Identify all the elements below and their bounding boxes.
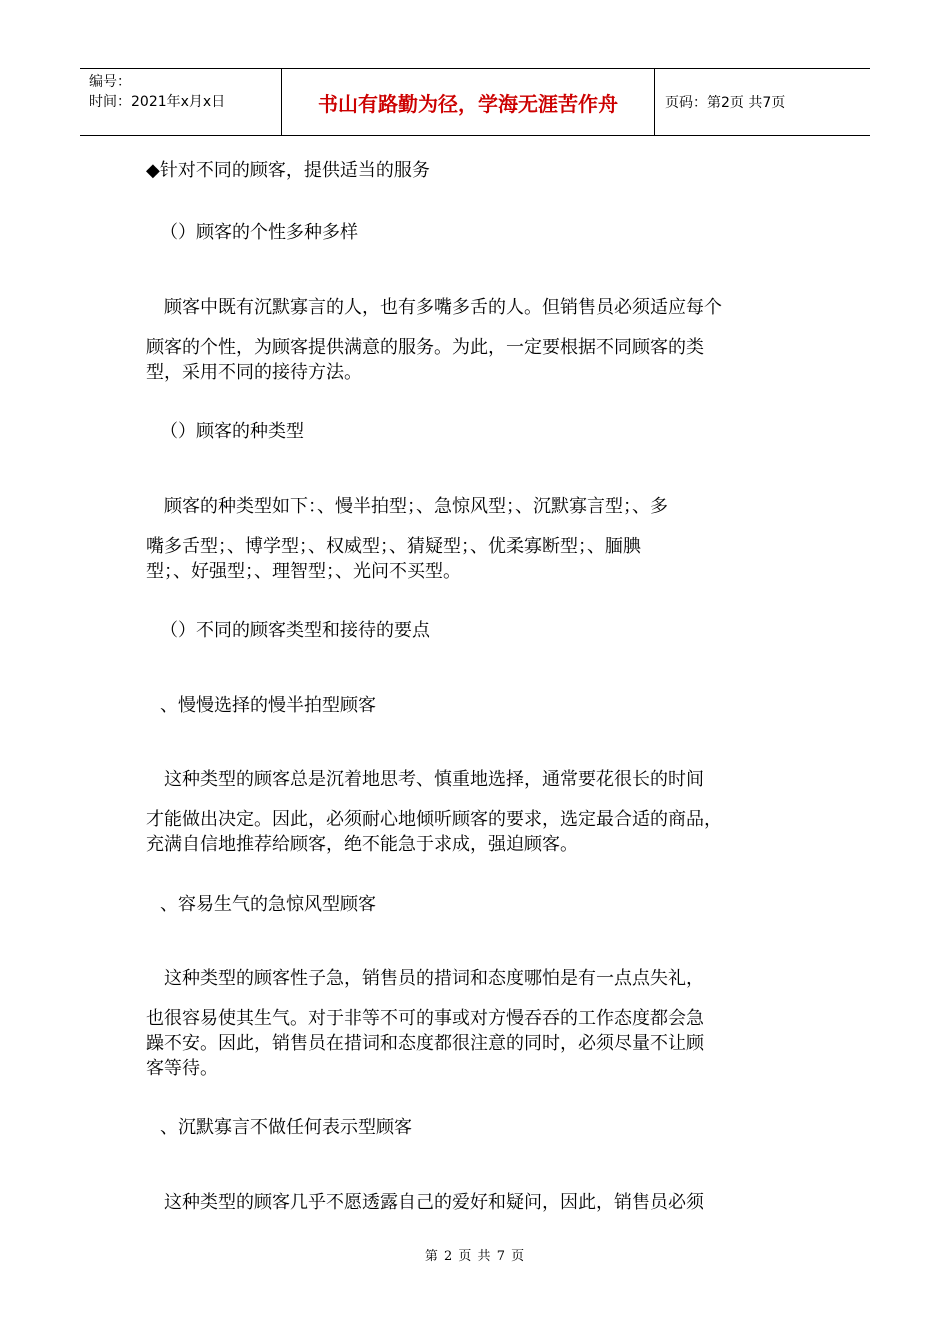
paragraph-line: 客等待。 [146,1058,218,1079]
subheading: （）顾客的种类型 [160,421,304,442]
paragraph-line: 嘴多舌型；、博学型；、权威型；、猜疑型；、优柔寡断型；、腼腆 [146,536,641,557]
header-motto: 书山有路勤为径，学海无涯苦作舟 [282,69,655,135]
paragraph-line: 这种类型的顾客总是沉着地思考、慎重地选择，通常要花很长的时间 [164,769,704,790]
paragraph-line: 型，采用不同的接待方法。 [146,362,362,383]
paragraph-line: 这种类型的顾客几乎不愿透露自己的爱好和疑问，因此，销售员必须 [164,1192,704,1213]
header-meta [80,69,282,135]
header-page-label: 页码：第2页 共7页 [665,95,786,111]
paragraph-line: 躁不安。因此，销售员在措词和态度都很注意的同时，必须尽量不让顾 [146,1033,704,1054]
subheading: （）不同的顾客类型和接待的要点 [160,620,430,641]
subheading: 、沉默寡言不做任何表示型顾客 [160,1117,412,1138]
paragraph-line: 也很容易使其生气。对于非等不可的事或对方慢吞吞的工作态度都会急 [146,1008,704,1029]
subheading: 、慢慢选择的慢半拍型顾客 [160,695,376,716]
subheading: （）顾客的个性多种多样 [160,222,358,243]
date-label: 时间：2021年x月x日 [89,94,226,110]
paragraph-line: 充满自信地推荐给顾客，绝不能急于求成，强迫顾客。 [146,834,578,855]
subheading: 、容易生气的急惊风型顾客 [160,894,376,915]
page-footer: 第 2 页 共 7 页 [424,1249,526,1264]
section-heading: ◆针对不同的顾客，提供适当的服务 [146,160,430,181]
paragraph-line: 顾客中既有沉默寡言的人，也有多嘴多舌的人。但销售员必须适应每个 [164,297,722,318]
paragraph-line: 才能做出决定。因此，必须耐心地倾听顾客的要求，选定最合适的商品， [146,809,722,830]
paragraph-line: 顾客的个性，为顾客提供满意的服务。为此，一定要根据不同顾客的类 [146,337,704,358]
paragraph-line: 型；、好强型；、理智型；、光问不买型。 [146,561,461,582]
paragraph-line: 顾客的种类型如下：、慢半拍型；、急惊风型；、沉默寡言型；、多 [164,496,668,517]
paragraph-line: 这种类型的顾客性子急，销售员的措词和态度哪怕是有一点点失礼， [164,968,704,989]
page-header [80,68,870,136]
number-label: 编号： [89,74,131,90]
